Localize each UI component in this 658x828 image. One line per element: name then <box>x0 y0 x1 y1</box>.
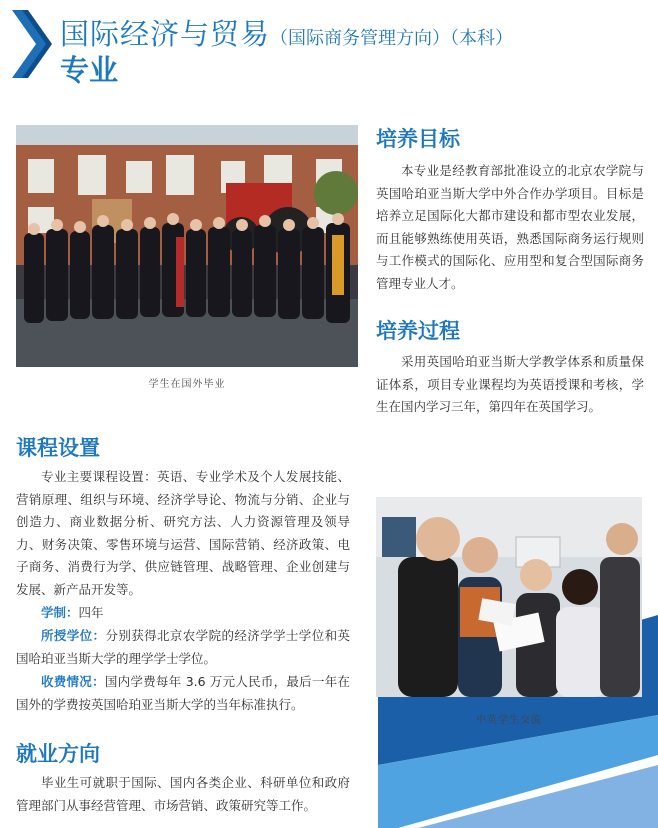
graduation-photo <box>16 125 358 367</box>
page-title-suffix: （国际商务管理方向）（本科） <box>270 28 514 49</box>
exchange-photo <box>376 497 642 697</box>
duration-line <box>16 602 350 625</box>
duration-value: 四年 <box>78 605 104 620</box>
heading-employment: 就业方向 <box>16 742 100 766</box>
process-text: 采用英国哈珀亚当斯大学教学体系和质量保证体系，项目专业课程均为英语授课和考核，学生在国内学习三年，第四年在英国学习。 <box>376 354 644 414</box>
heading-curriculum: 课程设置 <box>16 436 100 460</box>
page-title: 国际经济与贸易（国际商务管理方向）（本科） <box>60 17 514 51</box>
degree-label: 所授学位： <box>41 628 106 643</box>
fee-value: 国内学费每年 3.6 万元人民币，最后一年在国外的学费按英国哈珀亚当斯大学的当年标准执行。 <box>16 674 350 712</box>
curriculum-text: 专业主要课程设置：英语、专业学术及个人发展技能、营销原理、组织与环境、经济学导论、物流与分销、企业与创造力、商业数据分析、研究方法、人力资源管理及领导力、财务决策、零售环境与运营、国际营销、经济政策、电子商务、消费行为学、供应链管理、战略管理、企业创建与发展、新产品开发等。 <box>16 469 350 597</box>
fee-label: 收费情况： <box>41 674 105 689</box>
degree-value: 分别获得北京农学院的经济学学士学位和英国哈珀亚当斯大学的理学学士学位。 <box>16 628 350 666</box>
heading-process: 培养过程 <box>376 319 460 343</box>
duration-label: 学制： <box>41 605 79 620</box>
graduation-photo-caption: 学生在国外毕业 <box>148 379 226 390</box>
exchange-photo-caption: 中英学生交流 <box>476 715 542 726</box>
employment-text: 毕业生可就职于国际、国内各类企业、科研单位和政府管理部门从事经营管理、市场营销、政策研究等工作。 <box>16 775 350 813</box>
degree-line <box>16 625 350 670</box>
fee-line <box>16 671 350 716</box>
goal-text: 本专业是经教育部批准设立的北京农学院与英国哈珀亚当斯大学中外合作办学项目。目标是培养立足国际化大都市建设和都市型农业发展，而且能够熟练使用英语，熟悉国际商务运行规则与工作模式的国际化、应用型和复合型国际商务管理专业人才。 <box>376 163 644 291</box>
page-subtitle: 专业 <box>60 53 119 87</box>
heading-goal: 培养目标 <box>376 127 460 151</box>
chevron-icon <box>10 8 54 78</box>
